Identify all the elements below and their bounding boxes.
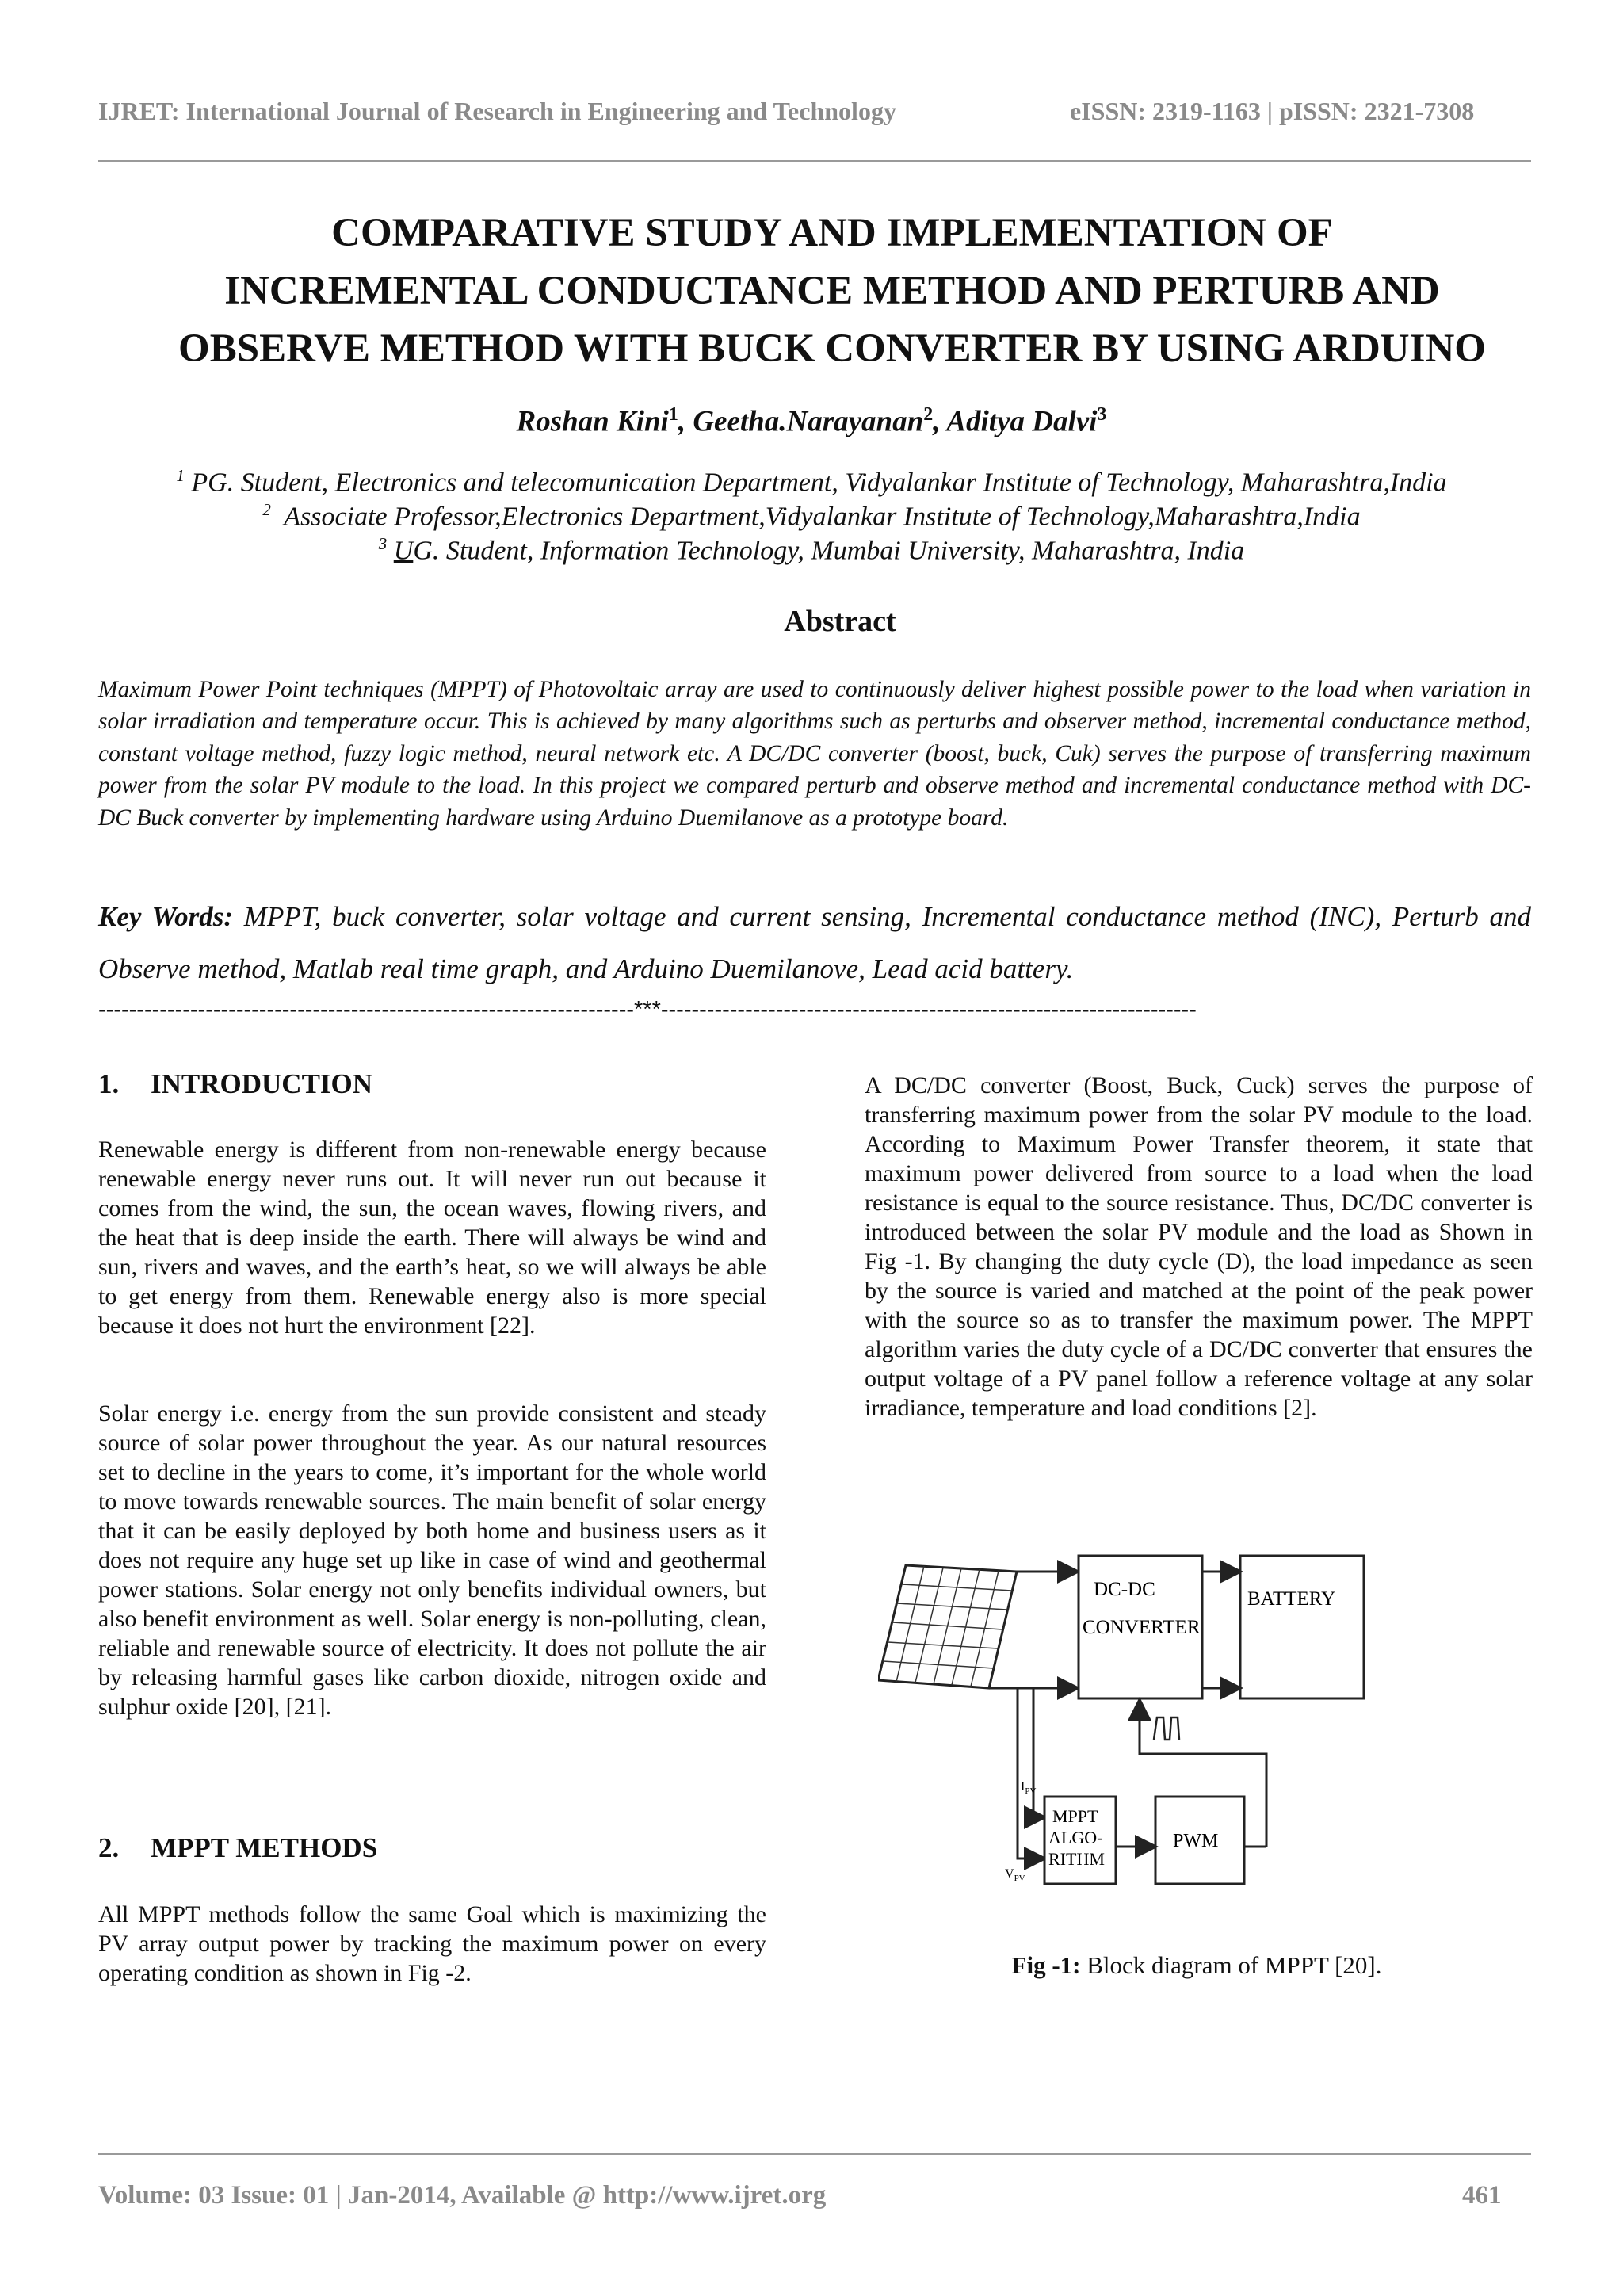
affiliation (0, 500, 1623, 532)
right-column-paragraph (865, 1071, 1533, 1423)
paragraph: Renewable energy is different from non-renewable energy because renewable energy never runs out. It will never run out because it comes from the wind, the sun, the ocean waves, flowing rivers, and the heat that is deep inside the earth. There will always be wind and sun, rivers and waves, and the earth’s heat, so we will always be able to get energy from them. Renewable energy also is more special because it does not hurt the environment [22]. (98, 1137, 766, 1339)
paragraph: Solar energy i.e. energy from the sun provide consistent and steady source of solar power throughout the year. As our natural resources set to decline in the years to come, it’s important for the whole world to move towards renewable sources. The main benefit of solar energy that it can be easily deployed by both home and business users as it does not require any huge set up like in case of wind and geothermal power stations. Solar energy not only benefits individual owners, but also benefit environment as well. Solar energy is non-polluting, clean, reliable and renewable source of electricity. It does not pollute the air by releasing harmful gases like carbon dioxide, nitrogen oxide and sulphur oxide [20], [21]. (98, 1400, 766, 1720)
journal-header: IJRET: International Journal of Research in Engineering and Technology (98, 97, 896, 125)
footer-volume: Volume: 03 Issue: 01 | Jan-2014, Available @ http://www.ijret.org (98, 2181, 827, 2210)
affiliation-sup: 2 (262, 500, 271, 519)
issn-header: eISSN: 2319-1163 | pISSN: 2321-7308 (1070, 97, 1475, 125)
mppt-paragraph-1 (98, 1900, 766, 1988)
section-heading-mppt-methods (98, 1832, 377, 1864)
figure-caption-text: Block diagram of MPPT [20]. (1080, 1951, 1382, 1979)
intro-paragraph-2 (98, 1399, 766, 1721)
affiliation-text: G. Student, Information Technology, Mumbai University, Maharashtra, India (413, 536, 1245, 566)
mppt-label-line3: RITHM (1048, 1849, 1105, 1869)
section-heading-introduction (98, 1068, 372, 1100)
author-list: Roshan Kini$^1$, Geetha.Narayanan$^2$, Aditya Dalvi$^3$ (516, 404, 1107, 438)
vpv-label (1005, 1867, 1025, 1883)
battery-label: BATTERY (1247, 1588, 1336, 1610)
page-number: 461 (1462, 2181, 1502, 2210)
affiliation-text: PG. Student, Electronics and telecomunication Department, Vidyalankar Institute of Technology, Maharashtra,India (191, 468, 1447, 498)
current-sense-wire (1033, 1688, 1043, 1817)
footer-rule (98, 2153, 1531, 2155)
separator: ----------------------------------------------------------------------***---------------------------------------------------------------------- (98, 997, 1197, 1022)
figure-caption-label: Fig -1: (1011, 1951, 1081, 1979)
affiliation-sup: 1 (176, 466, 185, 485)
affiliation (0, 534, 1623, 566)
converter-label: CONVERTER (1083, 1617, 1201, 1638)
abstract-text: Maximum Power Point techniques (MPPT) of Photovoltaic array are used to continuously deliver highest possible power to the load when variation in solar irradiation and temperature occur. This is achieved by many algorithms such as perturbs and observer method, incremental conductance method, constant voltage method, fuzzy logic method, neural network etc. A DC/DC converter (boost, buck, Cuk) serves the purpose of transferring maximum power from the solar PV module to the load. In this project we compared perturb and observe method and incremental conductance method with DC-DC Buck converter by implementing hardware using Arduino Duemilanove as a prototype board. (98, 677, 1531, 831)
paragraph: All MPPT methods follow the same Goal which is maximizing the PV array output power by tracking the maximum power on every operating condition as shown in Fig -2. (98, 1901, 766, 1986)
mppt-block-diagram (878, 1541, 1515, 1914)
affiliation-text-initial: U (393, 536, 414, 566)
affiliation-text: Associate Professor,Electronics Department,Vidyalankar Institute of Technology,Maharashtra,India (284, 502, 1361, 532)
battery-block (1240, 1556, 1364, 1698)
affiliation (0, 466, 1623, 498)
figure-caption (878, 1951, 1515, 1980)
ipv-subscript: PV (1025, 1786, 1037, 1796)
author-sup: 3 (1097, 404, 1107, 425)
pulse-signal-icon (1154, 1717, 1179, 1740)
author-name: Roshan Kini (516, 405, 669, 438)
paper-title (79, 204, 1585, 378)
ipv-symbol: I (1021, 1780, 1025, 1794)
mppt-label-line1: MPPT (1052, 1806, 1098, 1826)
section-title: MPPT METHODS (151, 1832, 378, 1863)
header-rule (98, 160, 1531, 162)
section-number: 1. (98, 1068, 120, 1099)
mppt-label-line2: ALGO- (1048, 1828, 1103, 1847)
paragraph: A DC/DC converter (Boost, Buck, Cuck) serves the purpose of transferring maximum power from the solar PV module to the load. According to Maximum Power Transfer theorem, it state that maximum power delivered from source to a load when the load resistance is equal to the source resistance. Thus, DC/DC converter is introduced between the solar PV module and the load as Shown in Fig -1. By changing the duty cycle (D), the load impedance as seen by the source is varied and matched at the point of the peak power with the source so as to transfer the maximum power. The MPPT algorithm varies the duty cycle of a DC/DC converter that ensures the output voltage of a PV panel follow a reference voltage at any solar irradiance, temperature and load conditions [2]. (865, 1072, 1533, 1421)
title-line: INCREMENTAL CONDUCTANCE METHOD AND PERTURB AND (224, 269, 1440, 313)
keywords-label: Key Words: (98, 901, 233, 932)
keywords (98, 891, 1531, 995)
keywords-text: MPPT, buck converter, solar voltage and current sensing, Incremental conductance method (INC), Perturb and Observe method, Matlab real time graph, and Arduino Duemilanove, Lead acid battery. (98, 901, 1532, 984)
solar-panel-icon (878, 1565, 1017, 1688)
affiliation-sup: 3 (378, 534, 388, 553)
voltage-sense-wire (1018, 1688, 1043, 1859)
author-name: Aditya Dalvi (946, 405, 1098, 438)
dcdc-label: DC-DC (1094, 1579, 1155, 1600)
section-number: 2. (98, 1832, 120, 1863)
vpv-symbol: V (1005, 1867, 1014, 1881)
author-name: Geetha.Narayanan (693, 405, 924, 438)
abstract-heading: Abstract (784, 605, 896, 638)
title-line: COMPARATIVE STUDY AND IMPLEMENTATION OF (331, 211, 1333, 255)
author-sup: 1 (668, 404, 678, 425)
author-sup: 2 (923, 404, 934, 425)
section-title: INTRODUCTION (151, 1068, 373, 1099)
vpv-subscript: PV (1014, 1874, 1025, 1883)
intro-paragraph-1 (98, 1135, 766, 1340)
pwm-label: PWM (1173, 1831, 1219, 1851)
title-line: OBSERVE METHOD WITH BUCK CONVERTER BY USING ARDUINO (178, 327, 1486, 371)
